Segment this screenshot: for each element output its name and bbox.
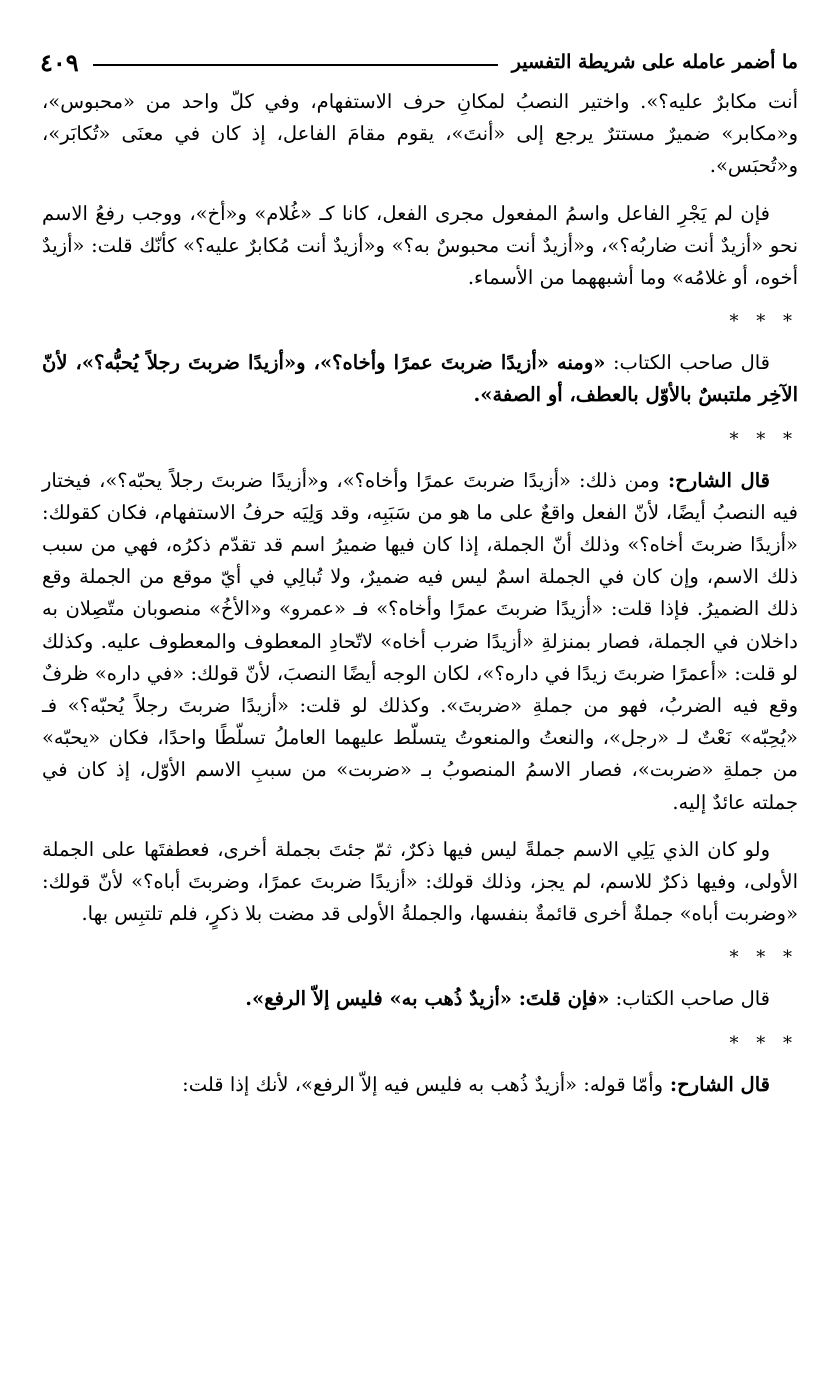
quote-text: «فإن قلتَ: «أزيدٌ ذُهب به» فليس إلاّ الرفع». <box>245 987 610 1011</box>
section-separator: * * * <box>729 947 798 969</box>
section-separator: * * * <box>729 311 798 333</box>
section-separator: * * * <box>729 1032 798 1054</box>
quote-author-2 <box>42 983 798 1015</box>
quote-intro: قال صاحب الكتاب: <box>605 351 770 375</box>
commentator-label: قال الشارح: <box>663 1072 770 1096</box>
commentary-1 <box>42 465 798 819</box>
paragraph-second: فإن لم يَجْرِ الفاعل واسمُ المفعول مجرى الفعل، كانا كـ «غُلام» و«أخ»، ووجب رفعُ الاسم نحو «أزيدٌ أنت ضاربُه؟»، و«أزيدٌ أنت محبوسٌ به؟» و«أزيدٌ أنت مُكابرٌ عليه؟» كأنّك قلت: «أزيدٌ أخوه، أو غلامُه» وما أشبههما من الأسماء. <box>42 201 798 290</box>
page-header <box>40 42 798 82</box>
page-body <box>42 86 798 1116</box>
quote-intro: قال صاحب الكتاب: <box>609 987 770 1011</box>
commentary-2 <box>42 1069 798 1101</box>
quote-author-1 <box>42 347 798 411</box>
section-separator: * * * <box>729 428 798 450</box>
paragraph-continuation: أنت مكابرٌ عليه؟». واختير النصبُ لمكانِ حرف الاستفهام، وفي كلّ واحد من «محبوس»، و«مكابر» ضميرٌ مستترٌ يرجع إلى «أنتَ»، يقوم مقامَ الفاعل، إذ كان في معنَى «تُكابَر»، و«تُحبَس». <box>42 90 798 178</box>
commentary-text: ومن ذلك: «أزيدًا ضربتَ عمرًا وأخاه؟»، و«أزيدًا ضربتَ رجلاً يحبّه؟»، فيختار فيه النصبُ أيضًا، لأنّ الفعل واقعٌ على ما هو من سَبَبِه، وقد وَلِيَه حرفُ الاستفهام، فكان كقولك: «أزيدًا ضربتَ أخاه؟» وذلك أنّ الجملة، إذا كان فيها ضميرُ اسم قد تقدّم ذكرُه، فهي من سبب ذلك الاسم، وإن كان في الجملة اسمٌ ليس فيه ضميرٌ، ولا تُبالِي في أيّ موقع من الجملة وقع ذلك الضميرُ. فإذا قلت: «أزيدًا ضربتَ عمرًا وأخاه؟» فـ «عمرو» و«الأخُ» منصوبان متّصِلان به داخلان في الجملة، فصار بمنزلةِ «أزيدًا ضرب أخاه» لاتّحادِ المعطوف والمعطوف عليه. وكذلك لو قلت: «أعمرًا ضربتَ زيدًا في داره؟»، لكان الوجه أيضًا النصبَ، لأنّ قولك: «في داره» ظرفٌ وقع فيه الضربُ، فهو من جملةِ «ضربتَ». وكذلك لو قلت: «أزيدًا ضربتَ رجلاً يُحبّه؟» فـ «يُحِبّه» نَعْتٌ لـ «رجل»، والنعتُ والمنعوتُ يتسلّط عليهما العاملُ تسلّطًا واحدًا، فكان «يحبّه» من جملةِ «ضربت»، فصار الاسمُ المنصوبُ بـ «ضربت» من سببِ الاسم الأوّل، إذ كان في جملته عائدٌ إليه. <box>42 468 798 814</box>
page-number: ٤٠٩ <box>40 47 79 77</box>
header-rule <box>93 64 498 66</box>
commentator-label: قال الشارح: <box>659 468 770 492</box>
paragraph-third: ولو كان الذي يَلِي الاسم جملةً ليس فيها ذكرٌ، ثمّ جئتَ بجملة أخرى، فعطفتَها على الجملة الأولى، وفيها ذكرٌ للاسم، لم يجز، وذلك قولك: «أزيدًا ضربتَ عمرًا، وضربتَ أباه؟» لأنّ قولك: «وضربت أباه» جملةٌ أخرى قائمةٌ بنفسها، والجملةُ الأولى قد مضت بلا ذكرٍ، فلم تلتبِس بها. <box>42 837 798 926</box>
quote-text: «ومنه «أزيدًا ضربتَ عمرًا وأخاه؟»، و«أزيدًا ضربتَ رجلاً يُحبُّه؟»، لأنّ الآخِر ملتبسٌ بالأوّل بالعطف، أو الصفة». <box>42 351 798 407</box>
commentary-text: وأمّا قوله: «أزيدٌ ذُهب به فليس فيه إلاّ الرفع»، لأنك إذا قلت: <box>182 1072 664 1096</box>
running-title: ما أضمر عامله على شريطة التفسير <box>511 51 798 73</box>
